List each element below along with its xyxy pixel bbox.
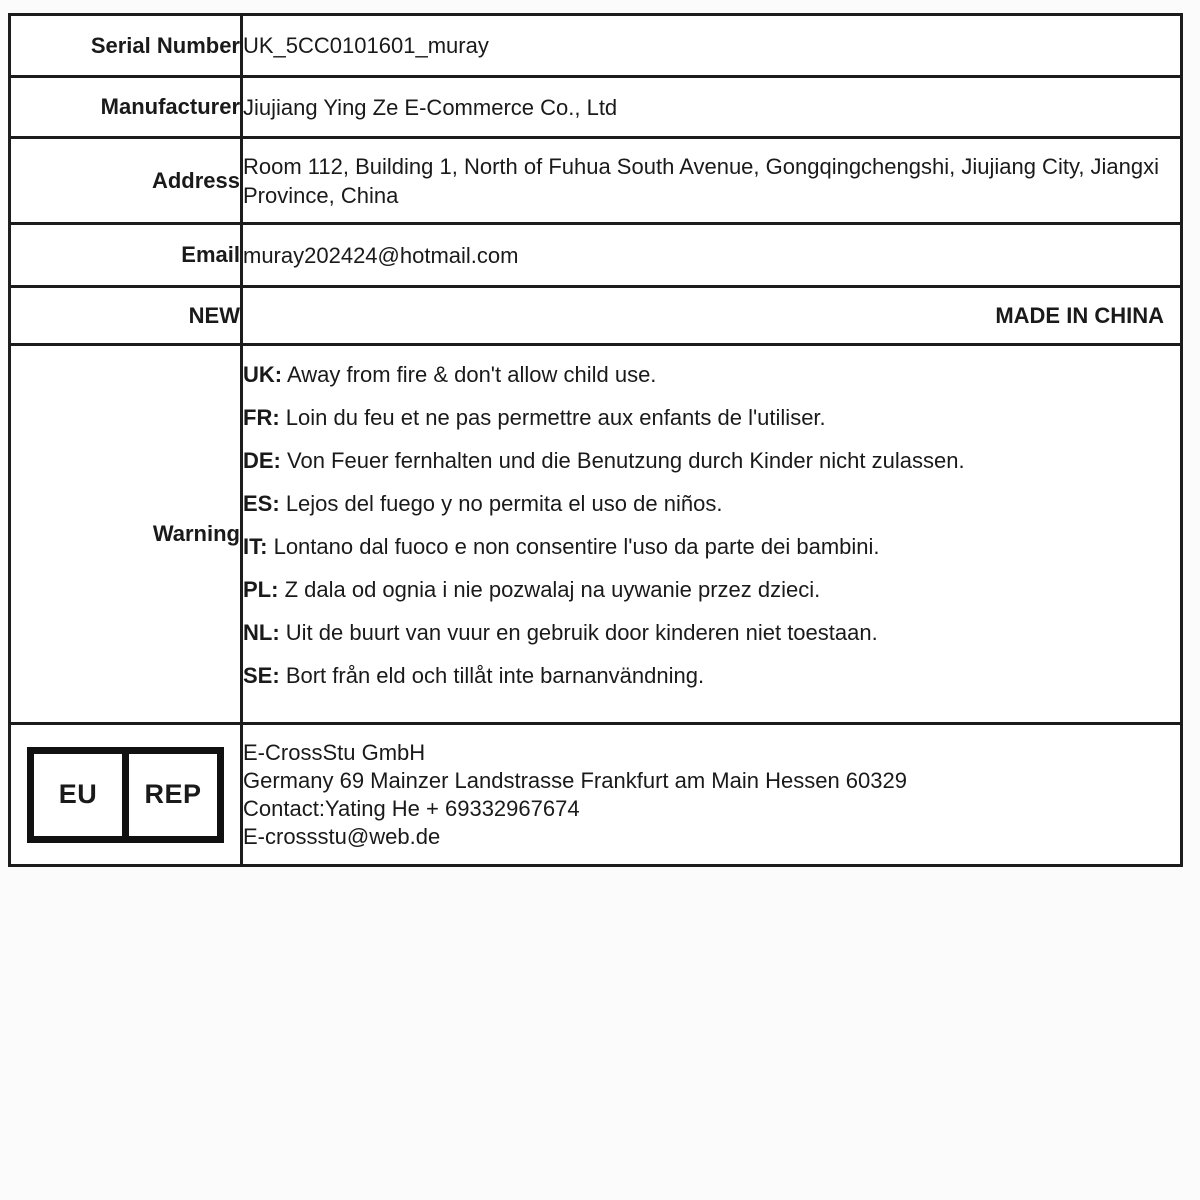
warning-line-nl: NL: Uit de buurt van vuur en gebruik door kinderen niet toestaan. — [243, 620, 878, 645]
warning-line-es: ES: Lejos del fuego y no permita el uso de niños. — [243, 491, 723, 516]
eu-rep-icon — [27, 747, 224, 843]
table-row-manufacturer — [10, 77, 1182, 138]
table-row-new — [10, 287, 1182, 345]
table-row-eu-rep — [10, 724, 1182, 866]
serial-number-label: Serial Number — [10, 15, 242, 77]
serial-number-value: UK_5CC0101601_muray — [242, 15, 1182, 77]
email-value: muray202424@hotmail.com — [242, 224, 1182, 287]
warning-label: Warning — [10, 345, 242, 724]
eu-rep-symbol-cell — [10, 724, 242, 866]
warning-text-block — [242, 345, 1182, 724]
eu-rep-contact: Contact:Yating He + 69332967674 — [243, 795, 580, 821]
warning-line-fr: FR: Loin du feu et ne pas permettre aux enfants de l'utiliser. — [243, 405, 826, 430]
table-row-warning — [10, 345, 1182, 724]
eu-rep-icon-rep-text: REP — [144, 779, 202, 809]
eu-rep-address: Germany 69 Mainzer Landstrasse Frankfurt am Main Hessen 60329 — [243, 767, 907, 793]
new-label: NEW — [10, 287, 242, 345]
table-row-email — [10, 224, 1182, 287]
product-label — [8, 13, 1183, 867]
table-row-address — [10, 138, 1182, 224]
warning-line-pl: PL: Z dala od ognia i nie pozwalaj na uywanie przez dzieci. — [243, 577, 821, 602]
eu-rep-contact-block — [242, 724, 1182, 866]
warning-line-uk: UK: Away from fire & don't allow child use. — [243, 362, 657, 387]
email-label: Email — [10, 224, 242, 287]
address-label: Address — [10, 138, 242, 224]
warning-line-it: IT: Lontano dal fuoco e non consentire l'uso da parte dei bambini. — [243, 534, 880, 559]
label-table — [8, 13, 1183, 867]
eu-rep-email: E-crossstu@web.de — [243, 823, 441, 849]
eu-rep-icon-eu-text: EU — [34, 754, 129, 836]
warning-line-se: SE: Bort från eld och tillåt inte barnanvändning. — [243, 663, 705, 688]
warning-line-de: DE: Von Feuer fernhalten und die Benutzung durch Kinder nicht zulassen. — [243, 448, 965, 473]
eu-rep-company-name: E-CrossStu GmbH — [243, 739, 426, 765]
manufacturer-value: Jiujiang Ying Ze E-Commerce Co., Ltd — [242, 77, 1182, 138]
made-in-china-text: MADE IN CHINA — [242, 287, 1182, 345]
table-row-serial-number — [10, 15, 1182, 77]
manufacturer-label: Manufacturer — [10, 77, 242, 138]
address-value: Room 112, Building 1, North of Fuhua South Avenue, Gongqingchengshi, Jiujiang City, Jiangxi Province, China — [242, 138, 1182, 224]
